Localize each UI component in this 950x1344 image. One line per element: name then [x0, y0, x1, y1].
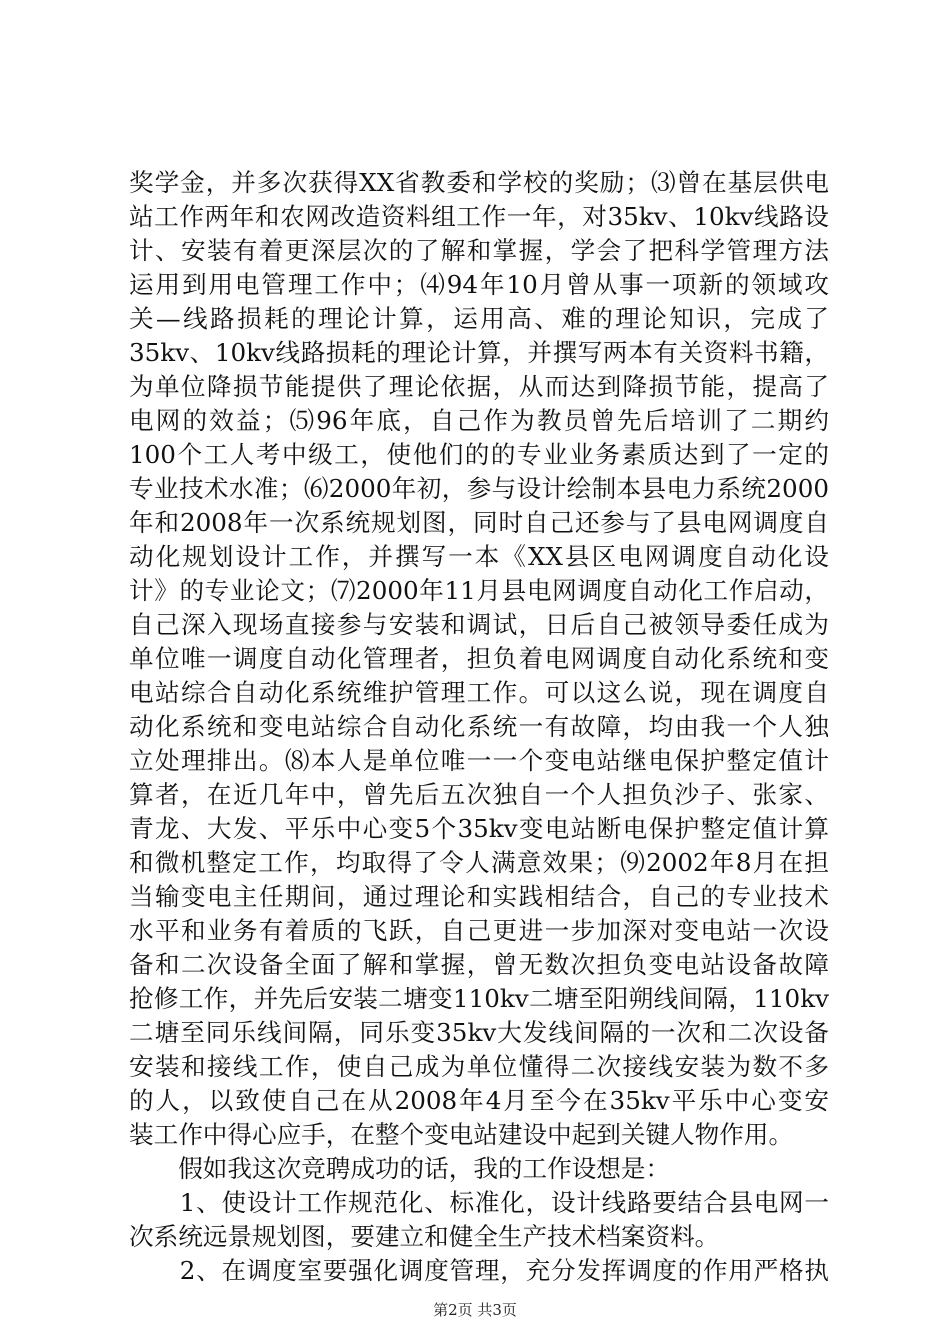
text-line: 电网的效益；⑸96年底，自己作为教员曾先后培训了二期约 — [129, 406, 829, 435]
text-line: 年和2008年一次系统规划图，同时自己还参与了县电网调度自 — [129, 508, 829, 537]
body-text — [129, 166, 829, 1288]
text-line: 2、在调度室要强化调度管理，充分发挥调度的作用严格执 — [129, 1256, 829, 1285]
text-line: 和微机整定工作，均取得了令人满意效果；⑼2002年8月在担 — [129, 848, 829, 877]
text-line: 当输变电主任期间，通过理论和实践相结合，自己的专业技术 — [129, 882, 829, 911]
text-line: 计、安装有着更深层次的了解和掌握，学会了把科学管理方法 — [129, 236, 829, 265]
page-footer: 第2页 共3页 — [433, 1301, 517, 1319]
text-line: 立处理排出。⑻本人是单位唯一一个变电站继电保护整定值计 — [129, 746, 829, 775]
text-line: 35kv、10kv线路损耗的理论计算，并撰写两本有关资料书籍， — [129, 338, 829, 367]
text-line: 动化规划设计工作，并撰写一本《XX县区电网调度自动化设 — [129, 542, 829, 571]
text-line: 备和二次设备全面了解和掌握，曾无数次担负变电站设备故障 — [129, 950, 829, 979]
text-line: 电站综合自动化系统维护管理工作。可以这么说，现在调度自 — [129, 678, 829, 707]
text-line: 站工作两年和农网改造资料组工作一年，对35kv、10kv线路设 — [129, 202, 829, 231]
text-line: 动化系统和变电站综合自动化系统一有故障，均由我一个人独 — [129, 712, 829, 741]
text-line: 单位唯一调度自动化管理者，担负着电网调度自动化系统和变 — [129, 644, 829, 673]
text-line: 专业技术水准；⑹2000年初，参与设计绘制本县电力系统2000 — [129, 474, 829, 503]
text-line: 装工作中得心应手，在整个变电站建设中起到关键人物作用。 — [129, 1120, 794, 1149]
text-line: 假如我这次竞聘成功的话，我的工作设想是： — [129, 1154, 671, 1183]
text-line: 的人，以致使自己在从2008年4月至今在35kv平乐中心变安 — [129, 1086, 829, 1115]
text-line: 运用到用电管理工作中；⑷94年10月曾从事一项新的领域攻 — [129, 270, 829, 299]
text-line: 算者，在近几年中，曾先后五次独自一个人担负沙子、张家、 — [129, 780, 829, 809]
text-line: 安装和接线工作，使自己成为单位懂得二次接线安装为数不多 — [129, 1052, 829, 1081]
text-line: 100个工人考中级工，使他们的的专业业务素质达到了一定的 — [129, 440, 829, 469]
text-line: 水平和业务有着质的飞跃，自己更进一步加深对变电站一次设 — [129, 916, 829, 945]
text-line: 计》的专业论文；⑺2000年11月县电网调度自动化工作启动， — [129, 576, 829, 605]
text-line: 次系统远景规划图，要建立和健全生产技术档案资料。 — [129, 1222, 720, 1251]
text-line: 1、使设计工作规范化、标准化，设计线路要结合县电网一 — [129, 1188, 829, 1217]
text-line: 为单位降损节能提供了理论依据，从而达到降损节能，提高了 — [129, 372, 829, 401]
text-line: 关—线路损耗的理论计算，运用高、难的理论知识，完成了 — [129, 304, 829, 333]
text-line: 自己深入现场直接参与安装和调试，日后自己被领导委任成为 — [129, 610, 829, 639]
text-line: 二塘至同乐线间隔，同乐变35kv大发线间隔的一次和二次设备 — [129, 1018, 829, 1047]
text-line: 抢修工作，并先后安装二塘变110kv二塘至阳朔线间隔，110kv — [129, 984, 829, 1013]
text-line: 奖学金，并多次获得XX省教委和学校的奖励；⑶曾在基层供电 — [129, 168, 829, 197]
text-line: 青龙、大发、平乐中心变5个35kv变电站断电保护整定值计算 — [129, 814, 829, 843]
